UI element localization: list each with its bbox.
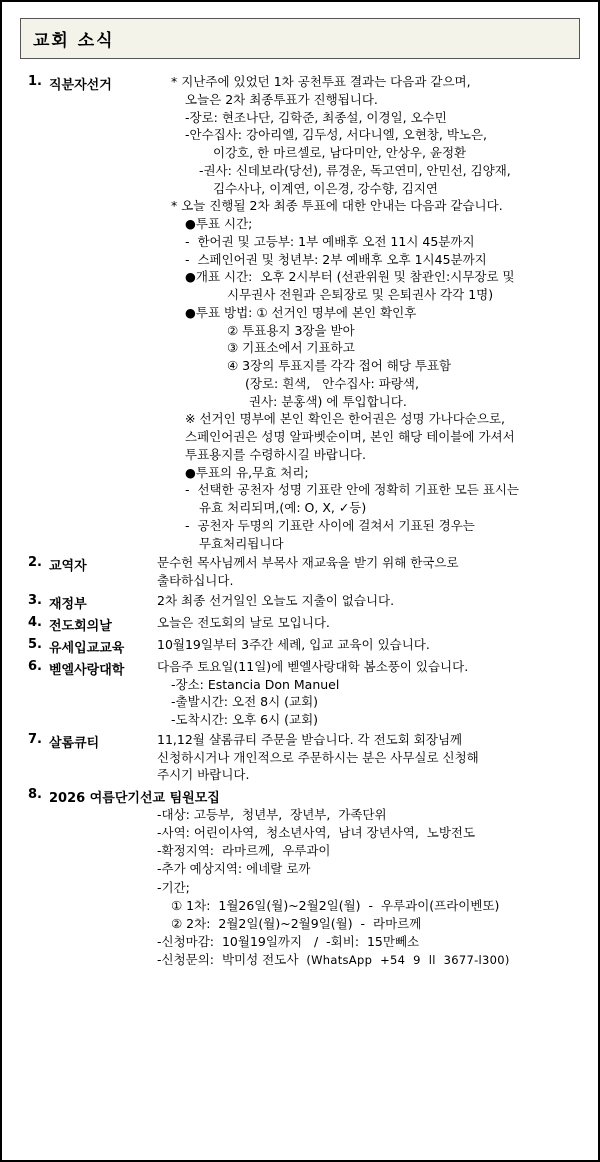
- section-6: [20, 658, 580, 729]
- section-body: [157, 731, 580, 784]
- text-line: 11,12월 샬롬큐티 주문을 받습니다. 각 전도회 회장님께: [157, 731, 463, 747]
- section-name: 재정부: [49, 596, 87, 612]
- text-line: -확정지역: 라마르께, 우루과이: [157, 843, 331, 859]
- section-body: [157, 73, 580, 552]
- text-line: 김수사나, 이계연, 이은경, 강수향, 김지연: [213, 180, 438, 196]
- section-1: [20, 73, 580, 552]
- text-line: 10월19일부터 3주간 세례, 입교 교육이 있습니다.: [157, 636, 430, 652]
- text-line: * 지난주에 있었던 1차 공천투표 결과는 다음과 같으며,: [171, 74, 471, 89]
- text-line: ●투표의 유,무효 처리;: [185, 464, 309, 480]
- section-body: [157, 554, 580, 590]
- text-line: -기간;: [157, 879, 190, 895]
- section-body: [157, 658, 580, 729]
- section-name: 벧엘사랑대학: [49, 662, 125, 678]
- section-number: 2.: [28, 555, 42, 571]
- section-number: 5.: [28, 636, 42, 652]
- text-line: 2차 최종 선거일인 오늘도 지출이 없습니다.: [157, 592, 395, 608]
- text-line: ●투표 방법: ① 선거인 명부에 본인 확인후: [185, 304, 417, 320]
- text-line: ●개표 시간: 오후 2시부터 (선관위원 및 참관인:시무장로 및: [185, 269, 515, 285]
- text-line: -출발시간: 오전 8시 (교회): [171, 694, 319, 710]
- section-body: [157, 636, 580, 654]
- section-name: 유세입교교육: [49, 640, 125, 656]
- section-name: 직분자선거: [49, 78, 112, 93]
- text-line: -도착시간: 오후 6시 (교회): [171, 712, 319, 727]
- section-number: 1.: [28, 74, 42, 89]
- text-line: -신청문의: 박미성 전도사 (WhatsApp +54 9 ll 3677-l300): [157, 952, 510, 967]
- text-line: (장로: 흰색, 안수집사: 파랑색,: [245, 375, 419, 391]
- text-line: 시무권사 전원과 은퇴장로 및 은퇴권사 각각 1명): [227, 287, 494, 302]
- text-line: -사역: 어린이사역, 청소년사역, 남녀 장년사역, 노방전도: [157, 825, 476, 841]
- text-line: - 공천자 두명의 기표란 사이에 걸쳐서 기표된 경우는: [185, 517, 475, 533]
- section-2: [20, 554, 580, 590]
- section-8-heading: [20, 786, 580, 806]
- text-line: - 선택한 공천자 성명 기표란 안에 정확히 기표한 모든 표시는: [185, 482, 520, 498]
- text-line: ① 1차: 1월26일(월)~2월2일(월) - 우루과이(프라이벤또): [171, 897, 500, 913]
- whatsapp-contact: (WhatsApp +54 9 ll 3677-l300): [298, 953, 510, 967]
- section-8: [20, 786, 580, 969]
- section-name: 살롬큐티: [49, 735, 100, 751]
- section-5: [20, 636, 580, 656]
- text-line: 오늘은 2차 최종투표가 진행됩니다.: [185, 91, 378, 107]
- section-body: [157, 592, 580, 610]
- text-line: 투표용지를 수령하시길 바랍니다.: [185, 446, 366, 462]
- text-line: -추가 예상지역: 에네랄 로까: [157, 861, 311, 877]
- text-line: - 스페인어권 및 청년부: 2부 예배후 오후 1시45분까지: [185, 251, 487, 267]
- text-line: -장로: 현조나단, 김학준, 최종설, 이경일, 오수민: [185, 109, 447, 125]
- text-line: 이강호, 한 마르셀로, 남다미안, 안상우, 윤정환: [213, 145, 467, 160]
- text-line: -권사: 신데보라(당선), 류경운, 독고연미, 안민선, 김양재,: [199, 162, 511, 178]
- text-line: -신청마감: 10월19일까지 / -회비: 15만뻬소: [157, 933, 420, 949]
- section-number: 3.: [28, 592, 42, 608]
- section-body: [157, 614, 580, 632]
- text-line: ※ 선거인 명부에 본인 확인은 한어권은 성명 가나다순으로,: [185, 411, 505, 427]
- text-line: -안수집사: 강아리엘, 김두성, 서다니엘, 오현창, 박노은,: [185, 127, 488, 143]
- text-line: 출타하십니다.: [157, 573, 234, 588]
- section-8-body: [20, 806, 580, 969]
- section-number: 6.: [28, 658, 42, 674]
- text-line: 신청하시거나 개인적으로 주문하시는 분은 사무실로 신청해: [157, 749, 479, 765]
- text-line: 유효 처리되며,(예: O, X, ✓등): [199, 500, 367, 515]
- text-line: - 한어권 및 고등부: 1부 예배후 오전 11시 45분까지: [185, 233, 475, 249]
- text-line: ② 투표용지 3장을 받아: [227, 322, 355, 338]
- section-8-number: 8.: [28, 787, 42, 802]
- document-body: [2, 2, 598, 979]
- page-title: 교회 소식: [33, 31, 115, 51]
- text-line: 오늘은 전도회의 날로 모입니다.: [157, 614, 330, 630]
- text-line: * 오늘 진행될 2차 최종 투표에 대한 안내는 다음과 같습니다.: [171, 198, 503, 214]
- text-line: -장소: Estancia Don Manuel: [171, 676, 340, 692]
- text-line: -대상: 고등부, 청년부, 장년부, 가족단위: [157, 807, 387, 822]
- text-line: ●투표 시간;: [185, 216, 253, 231]
- document-title-box: [20, 18, 580, 59]
- section-3: [20, 592, 580, 612]
- text-line: ② 2차: 2월2일(월)~2월9일(월) - 라마르께: [171, 915, 422, 931]
- sections-container: [20, 73, 580, 784]
- text-line: 무효처리됩니다: [199, 535, 284, 551]
- text-line: 스페인어권은 성명 알파벳순이며, 본인 해당 테이블에 가셔서: [185, 429, 515, 444]
- section-name: 전도회의날: [49, 618, 112, 634]
- text-line: ③ 기표소에서 기표하고: [227, 340, 355, 356]
- section-number: 7.: [28, 731, 42, 747]
- section-7: [20, 731, 580, 784]
- text-line: 문수헌 목사님께서 부목사 재교육을 받기 위해 한국으로: [157, 555, 459, 571]
- text-line: ④ 3장의 투표지를 각각 접어 해당 투표함: [227, 358, 452, 373]
- section-name: 교역자: [49, 559, 87, 575]
- section-number: 4.: [28, 614, 42, 630]
- text-line: 다음주 토요일(11일)에 벧엘사랑대학 봄소풍이 있습니다.: [157, 658, 469, 674]
- text-line: 주시기 바랍니다.: [157, 767, 250, 783]
- text-line: 권사: 분홍색) 에 투입합니다.: [245, 393, 407, 409]
- section-8-name: 2026 여름단기선교 팀원모집: [49, 791, 220, 806]
- section-4: [20, 614, 580, 634]
